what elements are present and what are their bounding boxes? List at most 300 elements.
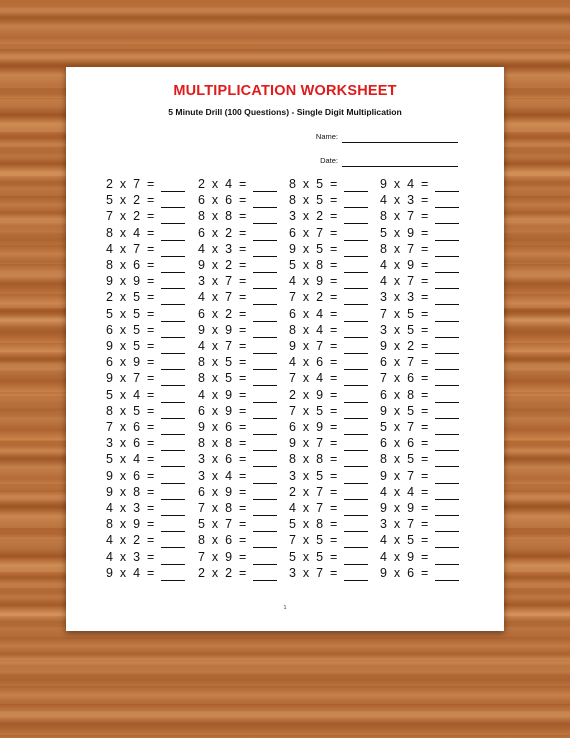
problem-item (106, 370, 185, 386)
answer-blank[interactable] (344, 519, 368, 532)
problem-item (380, 370, 459, 386)
problem-item (289, 338, 368, 354)
answer-blank[interactable] (435, 503, 459, 516)
problem-item (380, 532, 459, 548)
problem-expression: 3 x 3 = (380, 290, 429, 305)
answer-blank[interactable] (253, 373, 277, 386)
answer-blank[interactable] (435, 422, 459, 435)
answer-blank[interactable] (435, 454, 459, 467)
answer-blank[interactable] (253, 422, 277, 435)
answer-blank[interactable] (344, 276, 368, 289)
answer-blank[interactable] (161, 211, 185, 224)
date-label: Date: (320, 156, 338, 165)
problem-item (289, 403, 368, 419)
problem-expression: 6 x 9 = (289, 420, 338, 434)
name-label: Name: (315, 132, 338, 141)
problem-expression: 4 x 7 = (380, 274, 429, 289)
problem-expression: 5 x 2 = (106, 193, 155, 208)
problem-item (198, 306, 277, 322)
problem-item (106, 403, 185, 419)
answer-blank[interactable] (161, 325, 185, 338)
problem-expression: 8 x 8 = (289, 452, 338, 467)
answer-blank[interactable] (253, 438, 277, 451)
problem-expression: 4 x 9 = (289, 274, 338, 289)
problem-expression: 6 x 6 = (380, 436, 429, 451)
problem-expression: 4 x 9 = (380, 258, 429, 272)
problem-item (289, 435, 368, 451)
problem-expression: 8 x 8 = (198, 436, 247, 451)
problem-item (198, 419, 277, 435)
problem-item (106, 532, 185, 548)
answer-blank[interactable] (435, 438, 459, 451)
problem-item (289, 500, 368, 516)
problem-expression: 3 x 7 = (198, 274, 247, 289)
answer-blank[interactable] (161, 357, 185, 370)
problem-expression: 5 x 9 = (380, 225, 429, 240)
problem-item (380, 387, 459, 403)
answer-blank[interactable] (253, 292, 277, 305)
problem-item (289, 468, 368, 484)
problem-item (198, 451, 277, 467)
problem-item (198, 484, 277, 500)
answer-blank[interactable] (253, 535, 277, 548)
problem-item (106, 192, 185, 208)
problem-expression: 8 x 7 = (380, 241, 429, 256)
answer-blank[interactable] (435, 341, 459, 354)
problem-item (106, 322, 185, 338)
problem-item (289, 451, 368, 467)
problem-expression: 7 x 2 = (289, 290, 338, 305)
problem-item (289, 273, 368, 289)
answer-blank[interactable] (161, 519, 185, 532)
date-field[interactable] (316, 156, 458, 166)
problem-expression: 4 x 4 = (380, 484, 429, 499)
problem-item (289, 257, 368, 273)
problem-expression: 5 x 4 = (106, 452, 155, 467)
answer-blank[interactable] (344, 390, 368, 403)
problem-expression: 4 x 3 = (198, 241, 247, 256)
problem-expression: 9 x 7 = (289, 436, 338, 451)
problem-expression: 8 x 5 = (289, 177, 338, 191)
problem-item (198, 435, 277, 451)
problem-item (198, 289, 277, 305)
answer-blank[interactable] (253, 211, 277, 224)
problem-expression: 7 x 6 = (380, 371, 429, 386)
answer-blank[interactable] (344, 292, 368, 305)
problem-item (106, 289, 185, 305)
problem-expression: 4 x 5 = (380, 533, 429, 548)
problem-item (380, 468, 459, 484)
answer-blank[interactable] (344, 438, 368, 451)
problem-item (198, 225, 277, 241)
answer-blank[interactable] (435, 292, 459, 305)
answer-blank[interactable] (435, 179, 459, 192)
problem-item (380, 354, 459, 370)
answer-blank[interactable] (344, 535, 368, 548)
problem-expression: 9 x 4 = (380, 177, 429, 191)
answer-blank[interactable] (435, 535, 459, 548)
problem-item (106, 435, 185, 451)
problem-item (106, 354, 185, 370)
problem-expression: 5 x 4 = (106, 387, 155, 402)
problem-item (106, 273, 185, 289)
problem-expression: 9 x 9 = (198, 322, 247, 337)
date-line[interactable] (342, 166, 458, 167)
problem-expression: 4 x 6 = (289, 355, 338, 370)
answer-blank[interactable] (253, 357, 277, 370)
problem-expression: 5 x 8 = (289, 258, 338, 272)
problem-expression: 8 x 8 = (198, 209, 247, 224)
problem-item (198, 403, 277, 419)
answer-blank[interactable] (161, 309, 185, 322)
answer-blank[interactable] (253, 487, 277, 500)
problem-expression: 3 x 6 = (106, 436, 155, 451)
problem-expression: 5 x 7 = (198, 517, 247, 532)
problem-expression: 8 x 9 = (106, 517, 155, 532)
answer-blank[interactable] (435, 244, 459, 257)
problem-item (198, 565, 277, 581)
answer-blank[interactable] (435, 471, 459, 484)
problem-item (380, 289, 459, 305)
problem-item (198, 387, 277, 403)
worksheet-subtitle: 5 Minute Drill (100 Questions) - Single Digit Multiplication (168, 107, 402, 117)
problem-item (380, 565, 459, 581)
answer-blank[interactable] (253, 471, 277, 484)
answer-blank[interactable] (253, 503, 277, 516)
name-field[interactable] (316, 132, 458, 142)
answer-blank[interactable] (161, 568, 185, 581)
problem-item (106, 176, 185, 192)
answer-blank[interactable] (344, 244, 368, 257)
problem-item (198, 370, 277, 386)
problem-item (289, 192, 368, 208)
problem-item (380, 225, 459, 241)
answer-blank[interactable] (344, 471, 368, 484)
answer-blank[interactable] (253, 325, 277, 338)
problem-item (198, 241, 277, 257)
problem-item (198, 338, 277, 354)
problem-expression: 8 x 4 = (106, 225, 155, 240)
problem-expression: 8 x 5 = (198, 355, 247, 370)
problem-expression: 4 x 7 = (198, 339, 247, 353)
problem-expression: 9 x 6 = (106, 468, 155, 483)
page-number: 1 (283, 605, 287, 611)
problem-item (289, 208, 368, 224)
problem-item (198, 549, 277, 565)
problem-item (198, 176, 277, 192)
answer-blank[interactable] (344, 195, 368, 208)
problem-expression: 4 x 3 = (106, 549, 155, 564)
answer-blank[interactable] (161, 438, 185, 451)
answer-blank[interactable] (253, 519, 277, 532)
problem-item (380, 176, 459, 192)
answer-blank[interactable] (161, 471, 185, 484)
problem-expression: 5 x 8 = (289, 517, 338, 532)
problem-expression: 3 x 7 = (289, 565, 338, 580)
problem-item (106, 338, 185, 354)
problem-item (198, 500, 277, 516)
problem-expression: 2 x 7 = (106, 177, 155, 191)
problem-item (106, 451, 185, 467)
problem-item (198, 354, 277, 370)
problem-expression: 2 x 4 = (198, 177, 247, 191)
problem-item (106, 516, 185, 532)
answer-blank[interactable] (253, 309, 277, 322)
problem-expression: 9 x 2 = (198, 258, 247, 272)
problem-item (106, 468, 185, 484)
answer-blank[interactable] (253, 228, 277, 241)
answer-blank[interactable] (161, 228, 185, 241)
problem-expression: 3 x 7 = (380, 517, 429, 532)
answer-blank[interactable] (435, 519, 459, 532)
answer-blank[interactable] (253, 568, 277, 581)
problem-expression: 9 x 6 = (198, 420, 247, 434)
problem-expression: 7 x 8 = (198, 501, 247, 515)
problem-item (289, 354, 368, 370)
problem-expression: 9 x 9 = (106, 274, 155, 289)
answer-blank[interactable] (253, 454, 277, 467)
problem-expression: 2 x 5 = (106, 290, 155, 305)
problem-item (106, 208, 185, 224)
problem-item (380, 208, 459, 224)
answer-blank[interactable] (435, 309, 459, 322)
answer-blank[interactable] (161, 454, 185, 467)
answer-blank[interactable] (161, 406, 185, 419)
name-line[interactable] (342, 142, 458, 143)
answer-blank[interactable] (344, 341, 368, 354)
answer-blank[interactable] (435, 228, 459, 241)
answer-blank[interactable] (344, 406, 368, 419)
problem-expression: 7 x 4 = (289, 371, 338, 386)
answer-blank[interactable] (435, 195, 459, 208)
problem-expression: 7 x 5 = (380, 306, 429, 321)
problem-expression: 3 x 4 = (198, 468, 247, 483)
problem-item (106, 484, 185, 500)
problem-expression: 8 x 6 = (106, 258, 155, 272)
problem-expression: 4 x 7 = (289, 501, 338, 515)
problem-expression: 9 x 7 = (380, 468, 429, 483)
answer-blank[interactable] (344, 422, 368, 435)
problem-expression: 6 x 9 = (198, 484, 247, 499)
problem-expression: 7 x 9 = (198, 549, 247, 564)
problem-expression: 6 x 7 = (289, 225, 338, 240)
problem-expression: 9 x 5 = (106, 339, 155, 353)
problem-expression: 2 x 9 = (289, 387, 338, 402)
problem-expression: 3 x 2 = (289, 209, 338, 224)
problem-expression: 4 x 2 = (106, 533, 155, 548)
answer-blank[interactable] (161, 244, 185, 257)
answer-blank[interactable] (161, 292, 185, 305)
problem-expression: 5 x 5 = (106, 306, 155, 321)
problem-expression: 8 x 5 = (106, 403, 155, 418)
problem-expression: 6 x 6 = (198, 193, 247, 208)
problem-expression: 9 x 8 = (106, 484, 155, 499)
answer-blank[interactable] (253, 179, 277, 192)
answer-blank[interactable] (253, 195, 277, 208)
problem-expression: 8 x 7 = (380, 209, 429, 224)
answer-blank[interactable] (161, 179, 185, 192)
problem-item (106, 565, 185, 581)
problem-expression: 6 x 9 = (106, 355, 155, 370)
problem-item (289, 565, 368, 581)
problem-expression: 9 x 5 = (380, 403, 429, 418)
problem-item (380, 273, 459, 289)
problem-expression: 4 x 7 = (106, 241, 155, 256)
problem-item (106, 419, 185, 435)
answer-blank[interactable] (344, 503, 368, 516)
problem-item (289, 532, 368, 548)
answer-blank[interactable] (435, 390, 459, 403)
problem-expression: 9 x 6 = (380, 565, 429, 580)
problem-item (289, 370, 368, 386)
problem-item (380, 241, 459, 257)
problem-item (380, 549, 459, 565)
problem-expression: 9 x 7 = (289, 339, 338, 353)
answer-blank[interactable] (435, 487, 459, 500)
answer-blank[interactable] (253, 276, 277, 289)
problem-expression: 9 x 2 = (380, 339, 429, 353)
answer-blank[interactable] (435, 552, 459, 565)
answer-blank[interactable] (435, 357, 459, 370)
problem-item (198, 532, 277, 548)
problem-expression: 8 x 5 = (380, 452, 429, 467)
problem-expression: 9 x 5 = (289, 241, 338, 256)
problem-expression: 3 x 5 = (289, 468, 338, 483)
problem-expression: 6 x 2 = (198, 225, 247, 240)
answer-blank[interactable] (161, 195, 185, 208)
problem-expression: 3 x 5 = (380, 322, 429, 337)
answer-blank[interactable] (344, 179, 368, 192)
answer-blank[interactable] (161, 422, 185, 435)
answer-blank[interactable] (161, 373, 185, 386)
problem-expression: 4 x 3 = (106, 501, 155, 515)
answer-blank[interactable] (253, 406, 277, 419)
answer-blank[interactable] (161, 341, 185, 354)
answer-blank[interactable] (435, 276, 459, 289)
problem-expression: 6 x 7 = (380, 355, 429, 370)
answer-blank[interactable] (161, 503, 185, 516)
problem-expression: 6 x 9 = (198, 403, 247, 418)
problem-item (289, 176, 368, 192)
problem-expression: 8 x 6 = (198, 533, 247, 548)
answer-blank[interactable] (344, 260, 368, 273)
answer-blank[interactable] (344, 325, 368, 338)
answer-blank[interactable] (253, 390, 277, 403)
answer-blank[interactable] (435, 260, 459, 273)
problem-item (289, 516, 368, 532)
worksheet-page (66, 67, 504, 631)
problem-item (198, 322, 277, 338)
answer-blank[interactable] (344, 552, 368, 565)
answer-blank[interactable] (344, 228, 368, 241)
answer-blank[interactable] (344, 568, 368, 581)
problem-expression: 6 x 5 = (106, 322, 155, 337)
problem-item (106, 549, 185, 565)
answer-blank[interactable] (344, 487, 368, 500)
answer-blank[interactable] (253, 552, 277, 565)
problem-item (380, 257, 459, 273)
problem-item (289, 322, 368, 338)
problem-expression: 6 x 8 = (380, 387, 429, 402)
problem-item (106, 257, 185, 273)
answer-blank[interactable] (344, 309, 368, 322)
problem-item (106, 225, 185, 241)
problem-expression: 4 x 3 = (380, 193, 429, 208)
problem-expression: 5 x 5 = (289, 549, 338, 564)
problem-item (380, 192, 459, 208)
problem-item (289, 484, 368, 500)
problem-item (198, 516, 277, 532)
answer-blank[interactable] (344, 357, 368, 370)
problem-item (380, 500, 459, 516)
problem-item (380, 306, 459, 322)
problem-expression: 4 x 9 = (198, 387, 247, 402)
problem-expression: 2 x 7 = (289, 484, 338, 499)
answer-blank[interactable] (161, 552, 185, 565)
problem-item (380, 322, 459, 338)
problem-item (198, 208, 277, 224)
problem-item (198, 468, 277, 484)
answer-blank[interactable] (344, 211, 368, 224)
answer-blank[interactable] (435, 373, 459, 386)
problem-item (380, 338, 459, 354)
answer-blank[interactable] (253, 244, 277, 257)
problem-expression: 6 x 4 = (289, 306, 338, 321)
problem-item (380, 451, 459, 467)
worksheet-title: MULTIPLICATION WORKSHEET (173, 83, 397, 99)
problem-item (289, 289, 368, 305)
problem-expression: 8 x 5 = (289, 193, 338, 208)
problem-item (380, 435, 459, 451)
answer-blank[interactable] (161, 276, 185, 289)
answer-blank[interactable] (161, 390, 185, 403)
problem-item (198, 257, 277, 273)
problem-expression: 9 x 4 = (106, 565, 155, 580)
problem-expression: 7 x 5 = (289, 403, 338, 418)
problem-expression: 5 x 7 = (380, 420, 429, 434)
problem-item (106, 241, 185, 257)
answer-blank[interactable] (344, 373, 368, 386)
answer-blank[interactable] (161, 260, 185, 273)
problem-item (198, 273, 277, 289)
problem-expression: 7 x 6 = (106, 420, 155, 434)
problem-expression: 3 x 6 = (198, 452, 247, 467)
problem-item (289, 549, 368, 565)
problem-item (106, 387, 185, 403)
problem-expression: 7 x 2 = (106, 209, 155, 224)
answer-blank[interactable] (161, 487, 185, 500)
problem-expression: 2 x 2 = (198, 565, 247, 580)
answer-blank[interactable] (161, 535, 185, 548)
answer-blank[interactable] (344, 454, 368, 467)
answer-blank[interactable] (253, 260, 277, 273)
answer-blank[interactable] (435, 568, 459, 581)
problem-item (289, 306, 368, 322)
problem-expression: 8 x 5 = (198, 371, 247, 386)
answer-blank[interactable] (435, 325, 459, 338)
answer-blank[interactable] (435, 406, 459, 419)
answer-blank[interactable] (435, 211, 459, 224)
problem-expression: 7 x 5 = (289, 533, 338, 548)
problem-item (289, 419, 368, 435)
problem-item (289, 241, 368, 257)
problem-item (380, 403, 459, 419)
problem-item (380, 419, 459, 435)
problem-item (106, 306, 185, 322)
problem-item (106, 500, 185, 516)
problem-item (289, 225, 368, 241)
answer-blank[interactable] (253, 341, 277, 354)
